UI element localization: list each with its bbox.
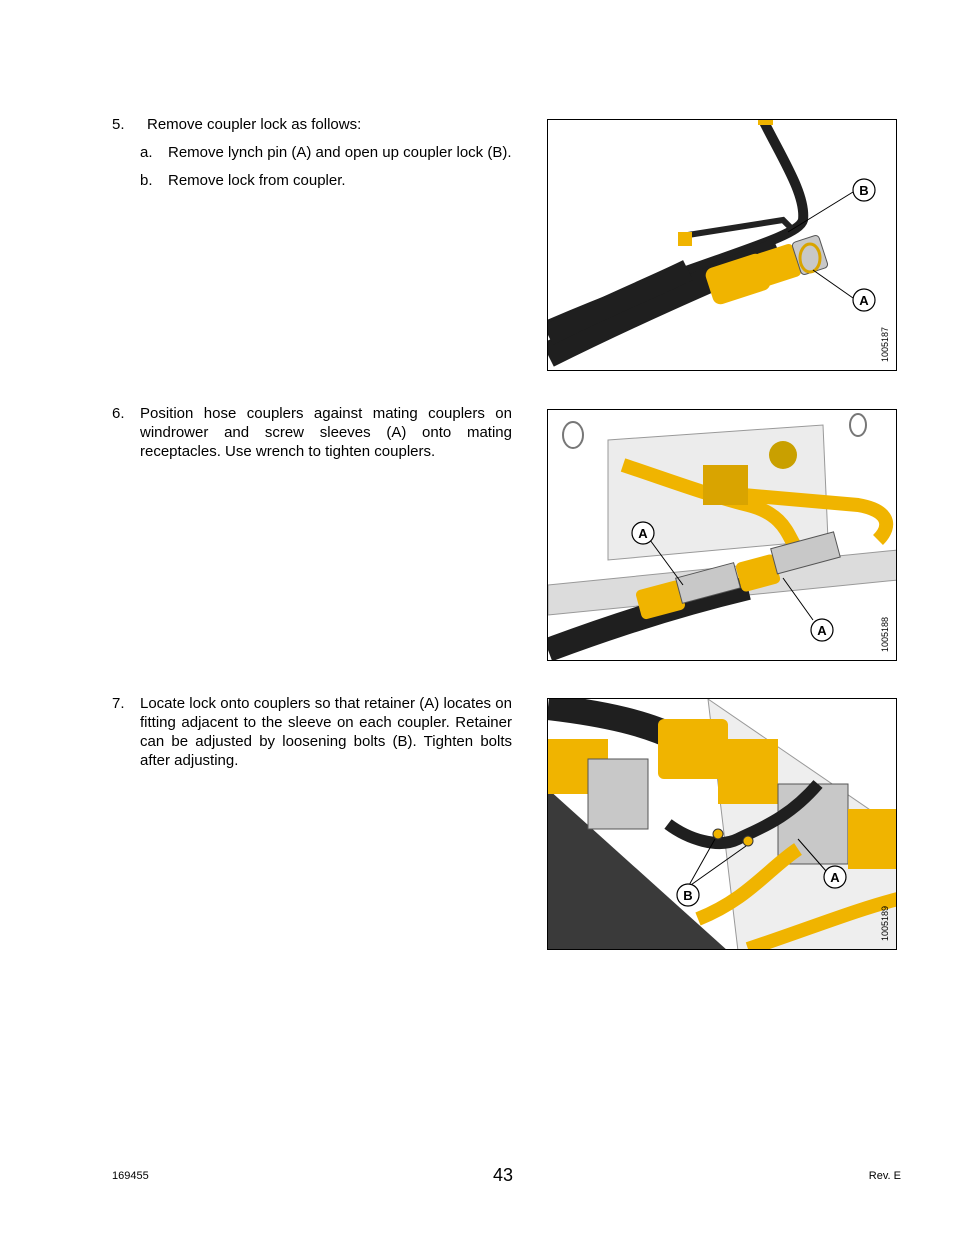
figure-1005188 xyxy=(547,409,897,661)
step-number: 6. xyxy=(112,405,125,422)
callout-label: A xyxy=(817,623,827,638)
substep-b xyxy=(140,171,512,190)
callout-b xyxy=(853,179,875,201)
substep-text: Remove lock from coupler. xyxy=(168,172,346,189)
callout-a-upper xyxy=(632,522,654,544)
figure-id: 1005187 xyxy=(880,326,890,362)
callout-label: B xyxy=(859,183,869,198)
callout-label: A xyxy=(859,293,869,308)
figure-id: 1005189 xyxy=(880,905,890,941)
step-number: 7. xyxy=(112,695,125,712)
doc-number: 169455 xyxy=(112,1170,149,1182)
coupler-lock-illustration xyxy=(548,120,897,371)
step-7 xyxy=(112,694,512,770)
step-6 xyxy=(112,404,512,461)
figure-id: 1005188 xyxy=(880,616,890,652)
revision: Rev. E xyxy=(868,1170,901,1182)
step-5 xyxy=(112,115,512,190)
callout-a-lower xyxy=(811,619,833,641)
page-number: 43 xyxy=(493,1165,514,1185)
callout-a xyxy=(824,866,846,888)
step-text: Locate lock onto couplers so that retainer (A) locates on fitting adjacent to the sleeve on each coupler. Retainer can be adjusted by loosening bolts (B). Tighten bolts after adjusting. xyxy=(140,695,512,769)
step-text: Remove coupler lock as follows: xyxy=(147,116,362,133)
step-number: 5. xyxy=(112,116,125,133)
callout-b xyxy=(677,884,699,906)
callout-label: B xyxy=(683,888,693,903)
substep-a xyxy=(140,143,512,162)
figure-1005187 xyxy=(547,119,897,371)
lock-retainer-illustration xyxy=(548,699,897,950)
callout-label: A xyxy=(830,870,840,885)
substep-letter: b. xyxy=(140,172,153,189)
figure-1005189 xyxy=(547,698,897,950)
hose-couplers-illustration xyxy=(548,410,897,661)
substep-text: Remove lynch pin (A) and open up coupler lock (B). xyxy=(168,144,512,161)
callout-a xyxy=(853,289,875,311)
callout-label: A xyxy=(638,526,648,541)
substep-letter: a. xyxy=(140,144,153,161)
step-text: Position hose couplers against mating couplers on windrower and screw sleeves (A) onto mating receptacles. Use wrench to tighten couplers. xyxy=(140,405,512,460)
